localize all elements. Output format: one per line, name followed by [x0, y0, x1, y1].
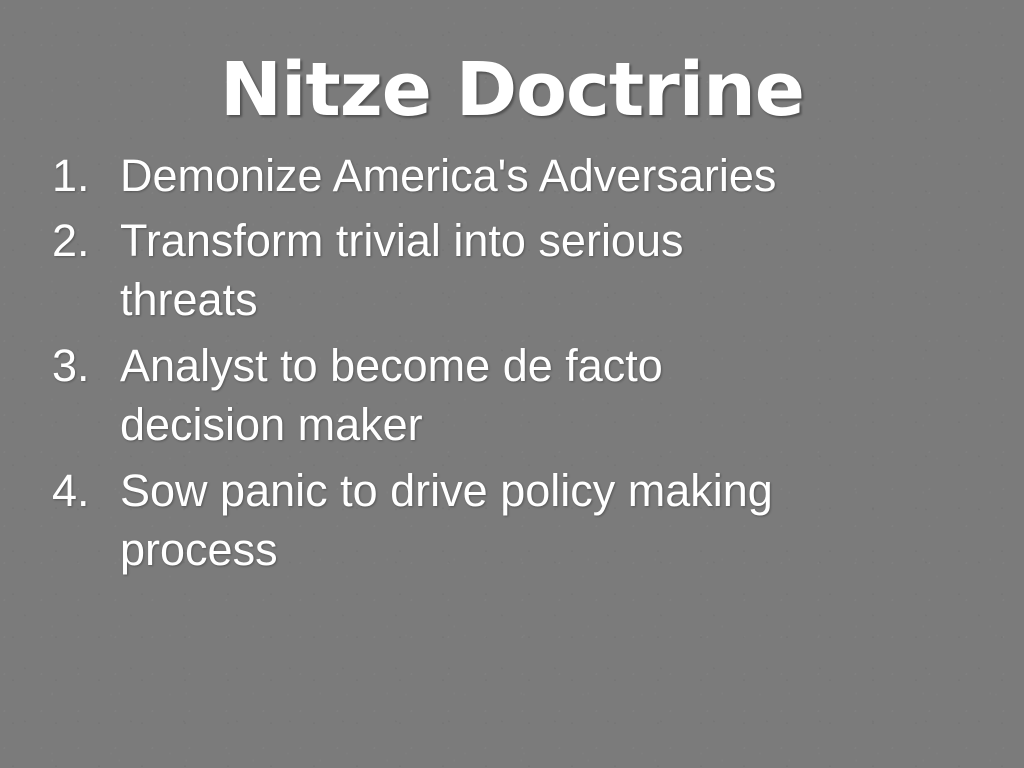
list-item — [52, 146, 984, 205]
list-item-text: Analyst to become de facto decision maker — [120, 339, 663, 451]
list-item-number: 4. — [52, 464, 90, 516]
list-item — [52, 336, 984, 455]
list-item-number: 2. — [52, 215, 90, 267]
list-item-text: Demonize America's Adversaries — [120, 149, 777, 201]
page-title: Nitze Doctrine — [220, 47, 804, 133]
list-item-text: Sow panic to drive policy making process — [120, 464, 773, 576]
list-item — [52, 211, 984, 330]
list-item-number: 1. — [52, 149, 90, 201]
doctrine-list — [0, 146, 1024, 580]
list-item-text: Transform trivial into serious threats — [120, 215, 684, 326]
list-item-number: 3. — [52, 339, 90, 391]
list-item — [52, 461, 984, 580]
